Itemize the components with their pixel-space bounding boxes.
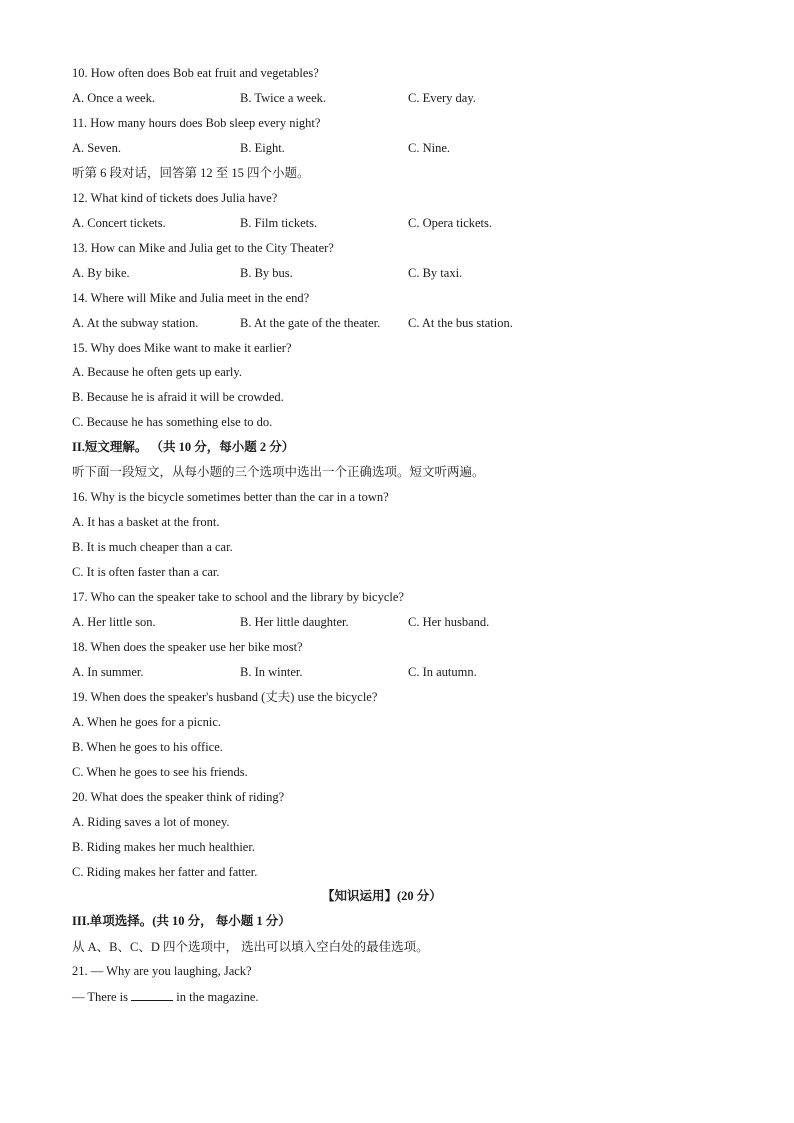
q13-option-a: A. By bike. [72, 266, 130, 280]
question-14: 14. Where will Mike and Julia meet in the end? [72, 291, 310, 305]
q18-option-c: C. In autumn. [408, 665, 477, 679]
question-11: 11. How many hours does Bob sleep every night? [72, 116, 321, 130]
question-18: 18. When does the speaker use her bike most? [72, 640, 303, 654]
q12-option-a: A. Concert tickets. [72, 216, 166, 230]
q18-option-b: B. In winter. [240, 665, 303, 679]
q20-option-b: B. Riding makes her much healthier. [72, 840, 255, 854]
q17-option-c: C. Her husband. [408, 615, 490, 629]
q19-option-a: A. When he goes for a picnic. [72, 715, 222, 729]
section2-title: II.短文理解。 （共 10 分，每小题 2 分） [72, 440, 295, 454]
question-13: 13. How can Mike and Julia get to the City Theater? [72, 241, 334, 255]
q10-option-a: A. Once a week. [72, 91, 155, 105]
q21-response-start: — There is [72, 990, 132, 1004]
q11-option-a: A. Seven. [72, 141, 121, 155]
q15-option-c: C. Because he has something else to do. [72, 415, 273, 429]
q10-option-c: C. Every day. [408, 91, 476, 105]
question-10: 10. How often does Bob eat fruit and vegetables? [72, 66, 319, 80]
q20-option-a: A. Riding saves a lot of money. [72, 815, 230, 829]
part-heading: 【知识运用】(20 分） [322, 889, 442, 903]
question-15: 15. Why does Mike want to make it earlier? [72, 341, 292, 355]
section2-instruction: 听下面一段短文，从每小题的三个选项中选出一个正确选项。短文听两遍。 [72, 465, 485, 479]
q17-option-b: B. Her little daughter. [240, 615, 349, 629]
q13-option-c: C. By taxi. [408, 266, 463, 280]
q12-option-c: C. Opera tickets. [408, 216, 493, 230]
q15-option-b: B. Because he is afraid it will be crowded. [72, 390, 284, 404]
answer-blank [131, 989, 173, 1001]
q14-option-b: B. At the gate of the theater. [240, 316, 381, 330]
q17-option-a: A. Her little son. [72, 615, 156, 629]
q19-option-b: B. When he goes to his office. [72, 740, 223, 754]
q16-option-c: C. It is often faster than a car. [72, 565, 220, 579]
q20-option-c: C. Riding makes her fatter and fatter. [72, 865, 258, 879]
q21-response [72, 989, 259, 1005]
q16-option-a: A. It has a basket at the front. [72, 515, 220, 529]
q15-option-a: A. Because he often gets up early. [72, 365, 242, 379]
question-19: 19. When does the speaker's husband (丈夫) use the bicycle? [72, 690, 378, 704]
q14-option-c: C. At the bus station. [408, 316, 513, 330]
q12-option-b: B. Film tickets. [240, 216, 318, 230]
section3-instruction: 从 A、B、C、D 四个选项中， 选出可以填入空白处的最佳选项。 [72, 940, 429, 954]
q16-option-b: B. It is much cheaper than a car. [72, 540, 233, 554]
question-16: 16. Why is the bicycle sometimes better than the car in a town? [72, 490, 389, 504]
q13-option-b: B. By bus. [240, 266, 293, 280]
q21-response-end: in the magazine. [173, 990, 259, 1004]
question-20: 20. What does the speaker think of riding? [72, 790, 285, 804]
q11-option-c: C. Nine. [408, 141, 451, 155]
q14-option-a: A. At the subway station. [72, 316, 199, 330]
q11-option-b: B. Eight. [240, 141, 285, 155]
question-21: 21. — Why are you laughing, Jack? [72, 964, 252, 978]
section6-instruction: 听第 6 段对话，回答第 12 至 15 四个小题。 [72, 166, 310, 180]
section3-title: III.单项选择。(共 10 分， 每小题 1 分） [72, 914, 291, 928]
q10-option-b: B. Twice a week. [240, 91, 327, 105]
question-12: 12. What kind of tickets does Julia have? [72, 191, 278, 205]
q18-option-a: A. In summer. [72, 665, 144, 679]
q19-option-c: C. When he goes to see his friends. [72, 765, 248, 779]
question-17: 17. Who can the speaker take to school and the library by bicycle? [72, 590, 404, 604]
